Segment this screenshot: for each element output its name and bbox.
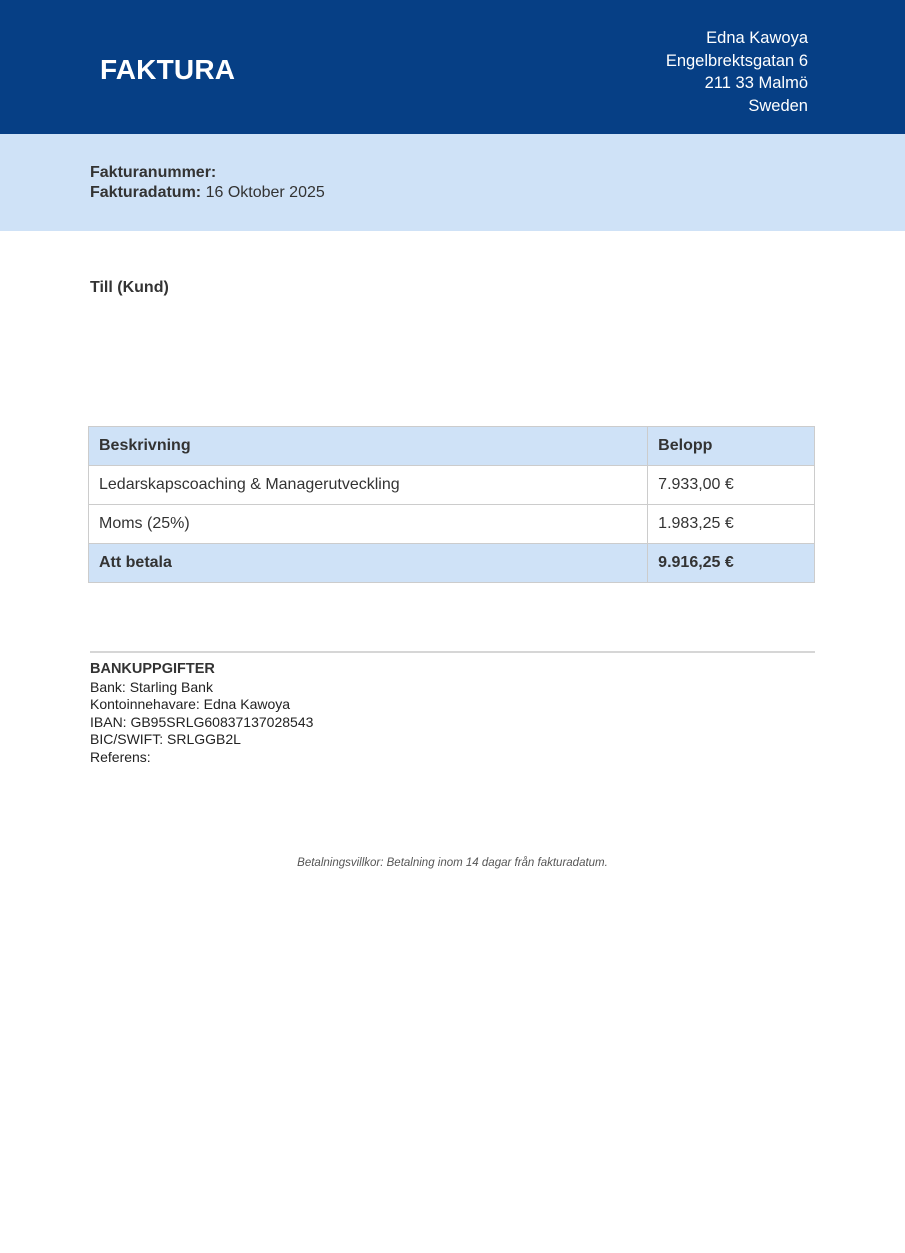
row-amount: 7.933,00 € [648,466,815,505]
table-row [89,466,815,505]
invoice-date-line [90,183,325,203]
row-description: Moms (25%) [89,505,648,544]
column-header-description: Beskrivning [89,427,648,466]
iban-line: IBAN: GB95SRLG60837137028543 [90,713,314,730]
customer-label: Till (Kund) [90,279,169,296]
reference-label: Referens: [90,748,151,765]
table-header-row [89,427,815,466]
invoice-number-label: Fakturanummer: [90,164,217,181]
invoice-items-table [88,426,815,583]
sender-address [666,27,808,117]
invoice-date-label: Fakturadatum: [90,184,202,201]
account-holder-line: Kontoinnehavare: Edna Kawoya [90,696,291,712]
table-row [89,505,815,544]
column-header-amount: Belopp [648,427,815,466]
bank-name-line: Bank: Starling Bank [90,678,213,695]
section-divider [90,651,815,653]
invoice-meta [0,134,905,231]
row-amount: 1.983,25 € [648,505,815,544]
total-amount: 9.916,25 € [648,544,815,583]
invoice-header [0,0,905,134]
invoice-title: FAKTURA [100,54,236,85]
bic-line: BIC/SWIFT: SRLGGB2L [90,731,241,747]
bank-details-title: BANKUPPGIFTER [90,661,215,677]
total-row [89,544,815,583]
sender-country: Sweden [748,96,808,115]
row-description: Ledarskapscoaching & Managerutveckling [89,466,648,505]
sender-name: Edna Kawoya [706,29,808,47]
total-label: Att betala [89,544,648,583]
payment-terms: Betalningsvillkor: Betalning inom 14 dagar från fakturadatum. [297,857,608,869]
invoice-number-line [90,163,325,183]
sender-city: 211 33 Malmö [704,74,808,92]
invoice-date-value: 16 Oktober 2025 [205,184,325,201]
sender-street: Engelbrektsgatan 6 [665,51,808,70]
bank-details [90,661,313,766]
reference-line [90,749,313,767]
